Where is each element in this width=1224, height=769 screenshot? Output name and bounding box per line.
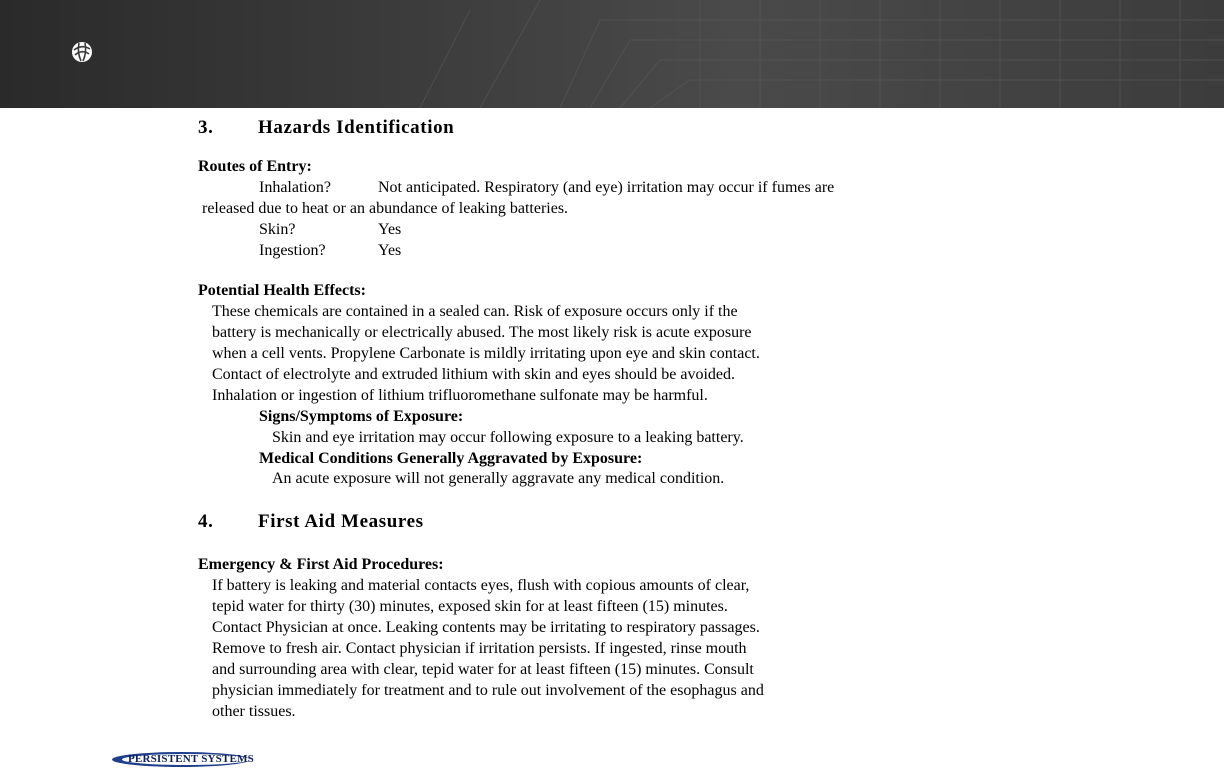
routes-heading: Routes of Entry: bbox=[198, 158, 312, 175]
first-aid-line: Remove to fresh air. Contact physician if irritation persists. If ingested, rinse mouth bbox=[212, 640, 747, 657]
medical-conditions-text: An acute exposure will not generally aggravate any medical condition. bbox=[272, 470, 725, 487]
health-line: Inhalation or ingestion of lithium trifluoromethane sulfonate may be harmful. bbox=[212, 387, 708, 404]
inhalation-label: Inhalation? bbox=[259, 179, 331, 196]
health-effects-heading: Potential Health Effects: bbox=[198, 282, 366, 299]
first-aid-heading: Emergency & First Aid Procedures: bbox=[198, 556, 444, 573]
brand-name: PERSISTENT SYSTEMS bbox=[128, 753, 254, 765]
medical-conditions-heading: Medical Conditions Generally Aggravated by Exposure: bbox=[259, 450, 643, 467]
health-line: when a cell vents. Propylene Carbonate is mildly irritating upon eye and skin contact. bbox=[212, 345, 760, 362]
persistent-systems-logo bbox=[112, 751, 262, 769]
section-3-number: 3. bbox=[198, 117, 214, 138]
health-line: These chemicals are contained in a sealed can. Risk of exposure occurs only if the bbox=[212, 303, 738, 320]
first-aid-line: physician immediately for treatment and to rule out involvement of the esophagus and bbox=[212, 682, 764, 699]
section-3-title: Hazards Identification bbox=[258, 117, 455, 138]
skin-value: Yes bbox=[378, 221, 402, 238]
health-line: battery is mechanically or electrically abused. The most likely risk is acute exposure bbox=[212, 324, 752, 341]
signs-heading: Signs/Symptoms of Exposure: bbox=[259, 408, 464, 425]
skin-label: Skin? bbox=[259, 221, 296, 238]
first-aid-line: Contact Physician at once. Leaking contents may be irritating to respiratory passages. bbox=[212, 619, 760, 636]
ingestion-label: Ingestion? bbox=[259, 242, 326, 259]
signs-text: Skin and eye irritation may occur following exposure to a leaking battery. bbox=[272, 429, 744, 446]
inhalation-continuation: released due to heat or an abundance of leaking batteries. bbox=[202, 200, 569, 217]
health-line: Contact of electrolyte and extruded lithium with skin and eyes should be avoided. bbox=[212, 366, 735, 383]
first-aid-line: other tissues. bbox=[212, 703, 296, 720]
first-aid-line: If battery is leaking and material contacts eyes, flush with copious amounts of clear, bbox=[212, 577, 750, 594]
first-aid-line: and surrounding area with clear, tepid water for at least fifteen (15) minutes. Consult bbox=[212, 661, 754, 678]
ingestion-value: Yes bbox=[378, 242, 402, 259]
inhalation-value: Not anticipated. Respiratory (and eye) irritation may occur if fumes are bbox=[378, 179, 835, 196]
first-aid-line: tepid water for thirty (30) minutes, exposed skin for at least fifteen (15) minutes. bbox=[212, 598, 728, 615]
section-4-number: 4. bbox=[198, 511, 214, 532]
section-4-title: First Aid Measures bbox=[258, 511, 424, 532]
